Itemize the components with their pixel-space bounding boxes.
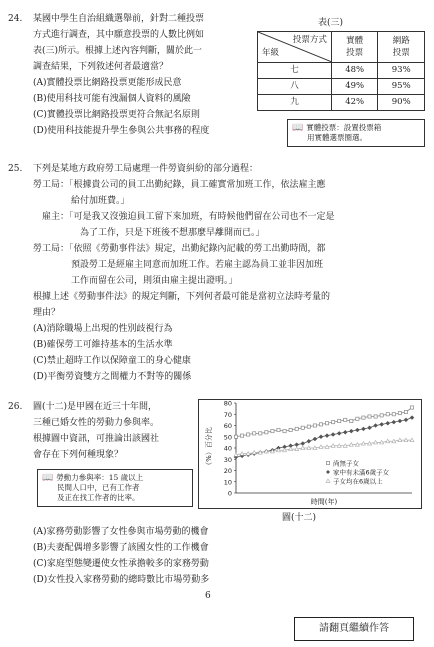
- data-point: [307, 425, 310, 428]
- q25-line: 理由？: [33, 308, 61, 318]
- data-point: [319, 435, 323, 439]
- turn-page-box: 請翻頁繼續作答: [294, 617, 414, 641]
- data-point: [410, 416, 414, 420]
- data-point: [380, 414, 383, 417]
- q25-line: 給付加班費。」: [71, 196, 130, 206]
- q25-number: 25.: [8, 164, 23, 174]
- data-point: [374, 415, 377, 418]
- q26-option-b[interactable]: (B)夫妻配偶增多影響了該國女性的工作機會: [33, 543, 209, 553]
- data-point: [349, 429, 353, 433]
- data-point: [331, 433, 335, 437]
- q25-line: 工作而留在公司，則須由雇主提出證明。」: [71, 276, 238, 286]
- series-line: [236, 408, 412, 437]
- q24-number: 24.: [8, 14, 23, 24]
- figure-caption: 圖(十二): [282, 513, 317, 523]
- data-point: [301, 442, 305, 446]
- q25-option-d[interactable]: (D)平衡勞資雙方之間權力不對等的關係: [33, 372, 192, 382]
- data-point: [404, 410, 407, 413]
- data-point: [234, 435, 237, 438]
- table-header-physical: 實體 投票: [331, 32, 378, 63]
- data-point: [295, 427, 298, 430]
- data-point: [253, 432, 256, 435]
- y-tick-label: 20: [223, 467, 232, 475]
- y-tick-label: 70: [223, 410, 232, 419]
- data-point: [325, 422, 328, 425]
- table-row: 七 48% 93%: [258, 63, 425, 79]
- table-corner-top: 投票方式: [292, 35, 327, 45]
- data-point: [338, 419, 341, 422]
- data-point: [404, 418, 408, 422]
- y-tick-label: 30: [223, 455, 232, 464]
- q26-note: 📖 勞動力參與率：15 歲以上 民間人口中，已有工作者 及正在找工作者的比率。: [37, 469, 193, 507]
- legend-label: 子女均在6歲以上: [333, 477, 383, 486]
- data-point: [295, 443, 299, 447]
- q24-note: 📖 實體投票：設置投票箱 用實體選票圈選。: [287, 119, 425, 147]
- q26-stem-line: 根據圖中資訊，可推論出該國社: [33, 434, 160, 444]
- data-point: [368, 426, 372, 430]
- y-tick-label: 40: [223, 444, 232, 453]
- q24-stem-line: 調查結果，下列敘述何者最適當？: [33, 62, 169, 72]
- y-tick-label: 60: [223, 422, 232, 430]
- q26-number: 26.: [8, 402, 23, 412]
- book-icon: 📖: [292, 123, 304, 133]
- y-tick-label: 50: [223, 433, 232, 442]
- labor-chart: [198, 399, 422, 509]
- q24-option-a[interactable]: (A)實體投票比網路投票更能形成民意: [33, 78, 182, 88]
- data-point: [307, 439, 311, 443]
- data-point: [337, 431, 341, 435]
- q25-line: 預設勞工是經雇主同意而加班工作。若雇主認為員工並非因加班: [71, 260, 324, 270]
- table-corner-bottom: 年級: [262, 48, 280, 59]
- data-point: [247, 433, 250, 436]
- data-point: [386, 413, 389, 416]
- data-point: [313, 424, 316, 427]
- q26-stem-line: 三種已婚女性的勞動力參與率。: [33, 418, 160, 428]
- legend-marker: [326, 470, 330, 474]
- table-row: 八 49% 95%: [258, 79, 425, 95]
- data-point: [319, 423, 322, 426]
- data-point: [259, 432, 262, 435]
- table-title: 表(三): [318, 18, 344, 28]
- y-axis-label: （%）百分比: [205, 427, 213, 469]
- data-point: [283, 430, 286, 433]
- data-point: [301, 426, 304, 429]
- data-point: [368, 415, 371, 418]
- q26-stem-line: 會存在下列何種現象？: [33, 450, 124, 460]
- data-point: [350, 419, 353, 422]
- data-point: [380, 422, 384, 426]
- q25-line: 雇主：「可是我又沒強迫員工留下來加班，有時候他們留在公司也不一定是: [42, 212, 335, 222]
- q26-option-d[interactable]: (D)女性投入家務勞動的總時數比市場勞動多: [33, 575, 210, 585]
- q25-line: 勞工局：「依照《勞動事件法》規定，出勤紀錄內記載的勞工出勤時間，都: [33, 244, 326, 254]
- data-point: [386, 421, 390, 425]
- data-point: [240, 434, 243, 437]
- data-point: [325, 434, 329, 438]
- data-point: [398, 419, 402, 423]
- q24-option-b[interactable]: (B)使用科技可能有洩漏個人資料的風險: [33, 94, 191, 104]
- data-point: [392, 413, 395, 416]
- q24-stem-line: 某國中學生自治組織選舉前，針對二種投票: [33, 14, 205, 24]
- table-header-online: 網路 投票: [378, 32, 425, 63]
- data-point: [356, 417, 359, 420]
- data-point: [271, 430, 274, 433]
- y-tick-label: 10: [223, 478, 232, 487]
- q25-option-a[interactable]: (A)消除職場上出現的性別歧視行為: [33, 324, 173, 334]
- q24-option-d[interactable]: (D)使用科技能提升學生參與公共事務的程度: [33, 126, 210, 136]
- q24-stem-line: 表(三)所示。根據上述內容判斷，關於此一: [33, 46, 203, 56]
- data-point: [344, 418, 347, 421]
- data-point: [277, 428, 280, 431]
- legend-label: 家中有未滿6歲子女: [333, 468, 390, 477]
- data-point: [355, 428, 359, 432]
- legend-label: 尚無子女: [333, 459, 359, 468]
- data-point: [392, 420, 396, 424]
- q25-line: 勞工局：「根據貴公司的員工出勤紀錄，員工確實常加班工作，依法雇主應: [33, 180, 326, 190]
- page-number: 6: [205, 591, 211, 601]
- y-tick-label: 0: [227, 489, 232, 498]
- data-point: [313, 437, 317, 441]
- q26-stem-line: 圖(十二)是甲國在近三十年間，: [33, 402, 158, 412]
- data-point: [289, 428, 292, 431]
- data-point: [374, 424, 378, 428]
- x-axis-label: 時間(年): [310, 498, 338, 506]
- y-tick-label: 80: [223, 399, 232, 408]
- book-icon: 📖: [42, 473, 54, 483]
- table-voting: [257, 31, 425, 111]
- q26-option-c[interactable]: (C)家庭型態變遷使女性承擔較多的家務勞動: [33, 559, 209, 569]
- q25-option-b[interactable]: (B)確保勞工可維持基本的生活水準: [33, 340, 173, 350]
- legend-marker: [326, 479, 330, 483]
- q25-intro: 下列是某地方政府勞工局處理一件勞資糾紛的部分過程：: [33, 164, 259, 174]
- table-corner: [258, 32, 332, 63]
- q25-line: 為了工作，只是下班後不想那麼早離開而已。」: [80, 228, 265, 238]
- data-point: [398, 412, 401, 415]
- data-point: [362, 416, 365, 419]
- legend-marker: [326, 461, 329, 464]
- data-point: [410, 406, 413, 409]
- data-point: [265, 431, 268, 434]
- q24-option-c[interactable]: (C)實體投票比網路投票更符合無記名原則: [33, 110, 200, 120]
- data-point: [343, 430, 347, 434]
- table-row: 九 42% 90%: [258, 95, 425, 111]
- q26-option-a[interactable]: (A)家務勞動影響了女性參與市場勞動的機會: [33, 527, 209, 537]
- q25-option-c[interactable]: (C)禁止超時工作以保障童工的身心健康: [33, 356, 191, 366]
- q25-line: 根據上述《勞動事件法》的規定判斷，下列何者最可能是當初立法時考量的: [33, 292, 331, 302]
- data-point: [361, 427, 365, 431]
- data-point: [332, 421, 335, 424]
- q24-stem-line: 方式進行調查，其中願意投票的人數比例如: [33, 30, 205, 40]
